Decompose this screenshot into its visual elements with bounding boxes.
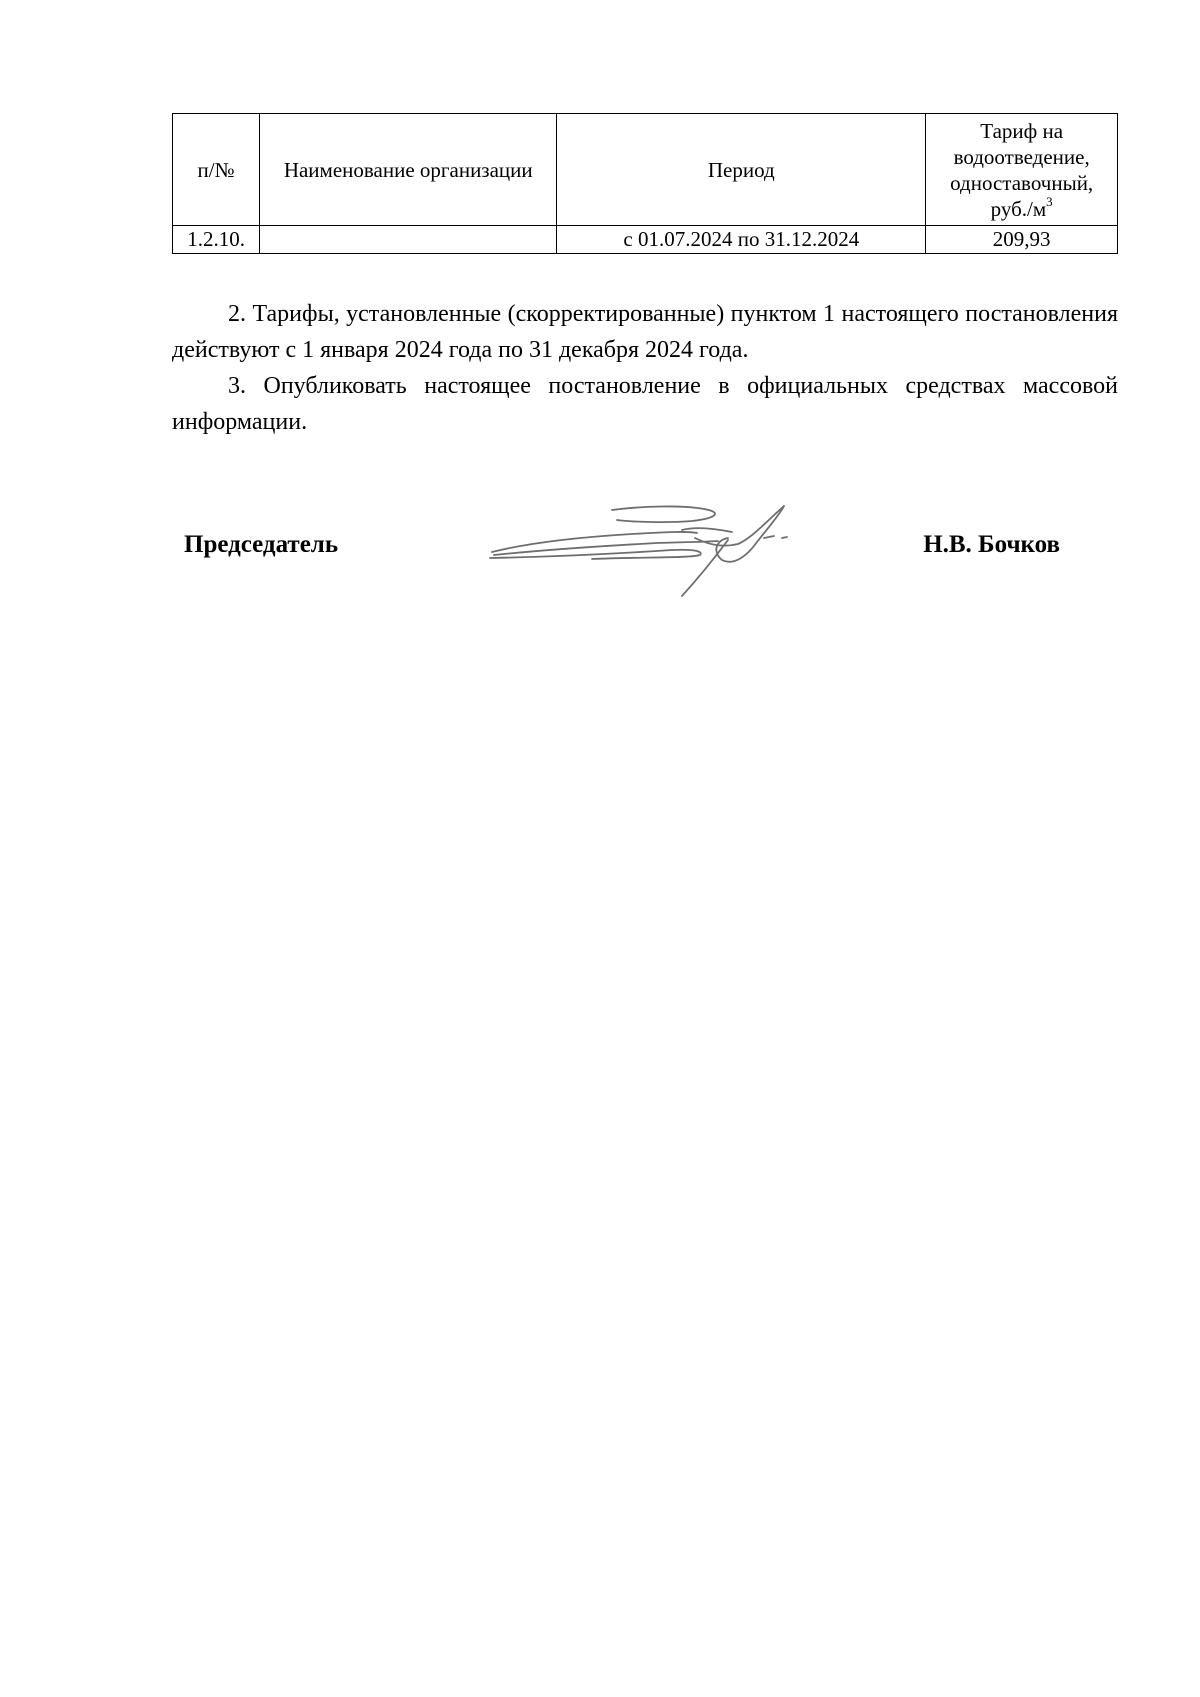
- paragraph-validity: 2. Тарифы, установленные (скорректированные) пунктом 1 настоящего постановления действуют с 1 января 2024 года по 31 декабря 2024 года.: [172, 301, 1118, 363]
- header-tariff-label: Тариф на водоотведение, одноставочный, руб./м: [950, 118, 1094, 221]
- table-row: [173, 226, 1118, 254]
- body-text: [172, 296, 1118, 440]
- cell-period: с 01.07.2024 по 31.12.2024: [557, 226, 926, 254]
- cell-number: 1.2.10.: [173, 226, 260, 254]
- header-number: п/№: [173, 114, 260, 226]
- header-tariff-unit-superscript: 3: [1046, 193, 1053, 209]
- tariff-table: [172, 113, 1118, 254]
- signatory-title: Председатель: [184, 531, 339, 558]
- paragraph-publication: 3. Опубликовать настоящее постановление в официальных средствах массовой информации.: [172, 373, 1118, 435]
- signatory-name: Н.В. Бочков: [923, 531, 1060, 558]
- signature-block: [172, 500, 1118, 610]
- header-period: Период: [557, 114, 926, 226]
- table-header-row: [173, 114, 1118, 226]
- handwritten-signature: [482, 500, 792, 600]
- cell-organization: [260, 226, 557, 254]
- header-organization: Наименование организации: [260, 114, 557, 226]
- header-tariff: [926, 114, 1118, 226]
- cell-tariff: 209,93: [926, 226, 1118, 254]
